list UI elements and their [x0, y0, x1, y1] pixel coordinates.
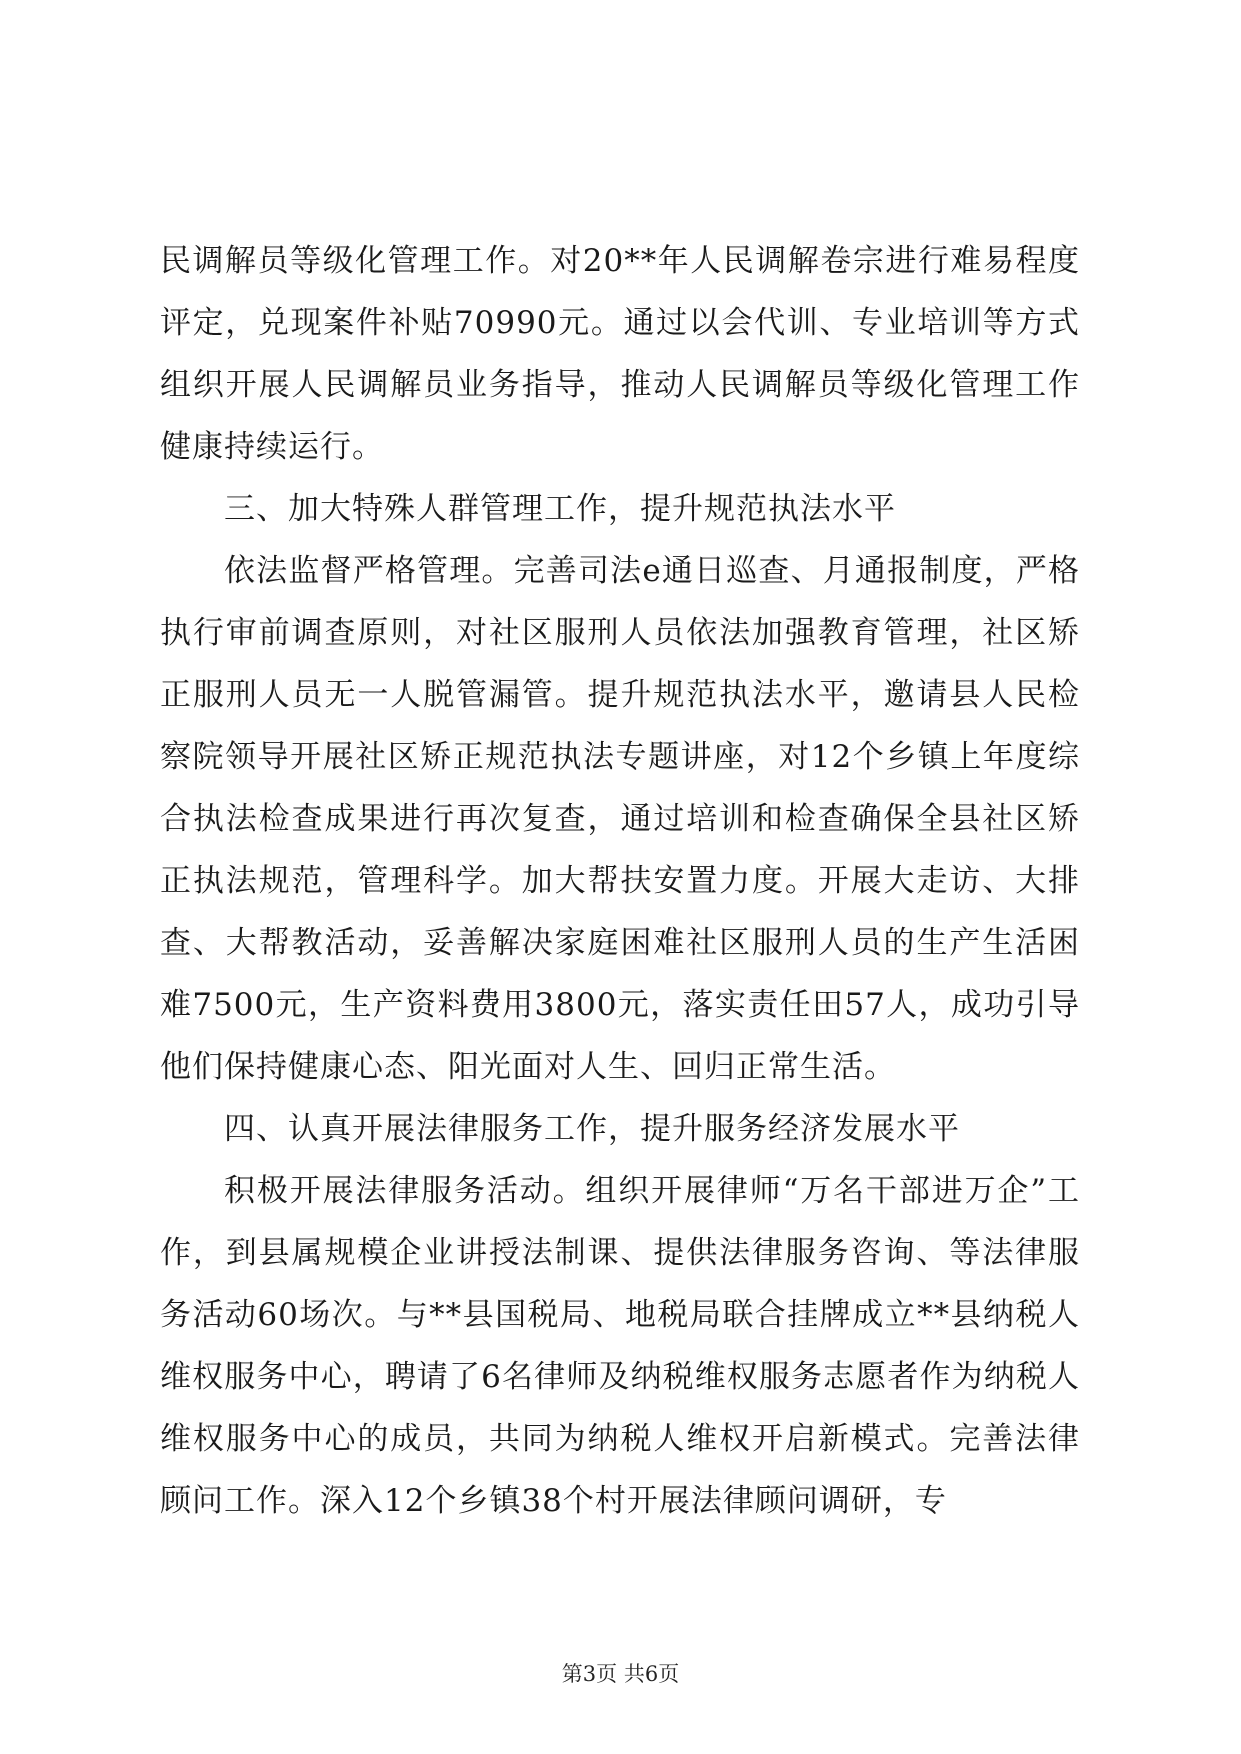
section-heading-three: 三、加大特殊人群管理工作，提升规范执法水平 [224, 491, 896, 527]
paragraph-special-groups: 依法监督严格管理。完善司法e通日巡查、月通报制度，严格执行审前调查原则，对社区服刑人员依法加强教育管理，社区矫正服刑人员无一人脱管漏管。提升规范执法水平，邀请县人民检察院领导开展社区矫正规范执法专题讲座，对12个乡镇上年度综合执法检查成果进行再次复查，通过培训和检查确保全县社区矫正执法规范，管理科学。加大帮扶安置力度。开展大走访、大排查、大帮教活动，妥善解决家庭困难社区服刑人员的生产生活困难7500元，生产资料费用3800元，落实责任田57人，成功引导他们保持健康心态、阳光面对人生、回归正常生活。 [160, 553, 1080, 1085]
paragraph-legal-services: 积极开展法律服务活动。组织开展律师“万名干部进万企”工作，到县属规模企业讲授法制课、提供法律服务咨询、等法律服务活动60场次。与**县国税局、地税局联合挂牌成立**县纳税人维权服务中心，聘请了6名律师及纳税维权服务志愿者作为纳税人维权服务中心的成员，共同为纳税人维权开启新模式。完善法律顾问工作。深入12个乡镇38个村开展法律顾问调研，专 [160, 1173, 1080, 1519]
section-heading-four: 四、认真开展法律服务工作，提升服务经济发展水平 [224, 1111, 960, 1147]
document-body [160, 230, 1080, 1532]
page-footer: 第3页 共6页 [561, 1662, 680, 1686]
paragraph-continuation: 民调解员等级化管理工作。对20**年人民调解卷宗进行难易程度评定，兑现案件补贴70990元。通过以会代训、专业培训等方式组织开展人民调解员业务指导，推动人民调解员等级化管理工作健康持续运行。 [160, 243, 1080, 465]
